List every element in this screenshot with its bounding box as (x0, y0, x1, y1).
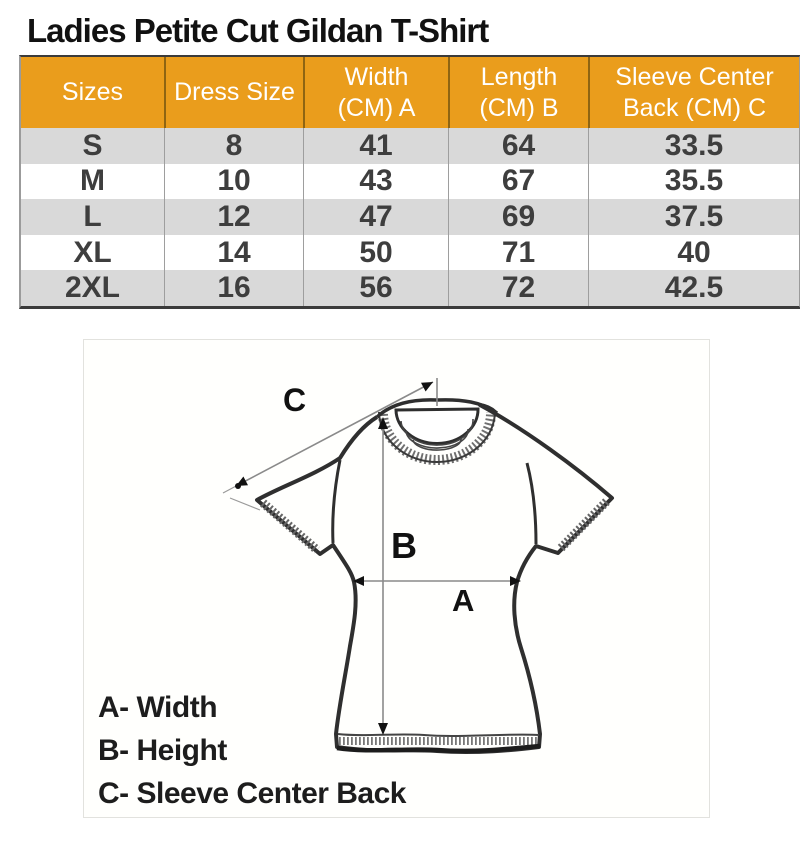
cell-size: XL (21, 235, 164, 271)
cell-dress-size: 16 (164, 270, 303, 306)
cell-size: S (21, 128, 164, 164)
table-row (21, 235, 799, 271)
cell-length: 71 (448, 235, 588, 271)
cell-sleeve-center-back: 35.5 (588, 164, 799, 200)
cell-sleeve-center-back: 42.5 (588, 270, 799, 306)
cell-size: M (21, 164, 164, 200)
label-c: C (283, 382, 307, 418)
cell-dress-size: 12 (164, 199, 303, 235)
cell-width: 56 (303, 270, 448, 306)
cell-length: 69 (448, 199, 588, 235)
table-row (21, 164, 799, 200)
table-row (21, 199, 799, 235)
table-row (21, 128, 799, 164)
cell-length: 67 (448, 164, 588, 200)
cell-dress-size: 8 (164, 128, 303, 164)
cell-size: 2XL (21, 270, 164, 306)
size-chart-table (19, 55, 800, 309)
column-header-dress-size: Dress Size (164, 57, 303, 128)
cell-dress-size: 14 (164, 235, 303, 271)
cell-dress-size: 10 (164, 164, 303, 200)
cell-width: 47 (303, 199, 448, 235)
legend-item-sleeve-center-back: C- Sleeve Center Back (98, 777, 406, 810)
column-header-sizes: Sizes (21, 57, 164, 128)
cell-width: 43 (303, 164, 448, 200)
legend-item-width: A- Width (98, 691, 218, 724)
legend-item-height: B- Height (98, 734, 227, 767)
cell-width: 41 (303, 128, 448, 164)
cell-sleeve-center-back: 37.5 (588, 199, 799, 235)
cell-size: L (21, 199, 164, 235)
cell-width: 50 (303, 235, 448, 271)
cell-sleeve-center-back: 33.5 (588, 128, 799, 164)
column-header-length: Length (CM) B (448, 57, 588, 128)
cell-sleeve-center-back: 40 (588, 235, 799, 271)
column-header-sleeve-center-back: Sleeve Center Back (CM) C (588, 57, 799, 128)
label-a: A (452, 583, 475, 618)
label-b: B (391, 525, 417, 566)
table-row (21, 270, 799, 306)
cell-length: 64 (448, 128, 588, 164)
page-title: Ladies Petite Cut Gildan T-Shirt (27, 12, 489, 49)
tshirt-measurement-diagram (83, 339, 710, 818)
cell-length: 72 (448, 270, 588, 306)
column-header-width: Width (CM) A (303, 57, 448, 128)
diagram-legend (98, 686, 528, 815)
size-chart-body (21, 128, 799, 306)
size-chart-header-row (21, 57, 799, 128)
